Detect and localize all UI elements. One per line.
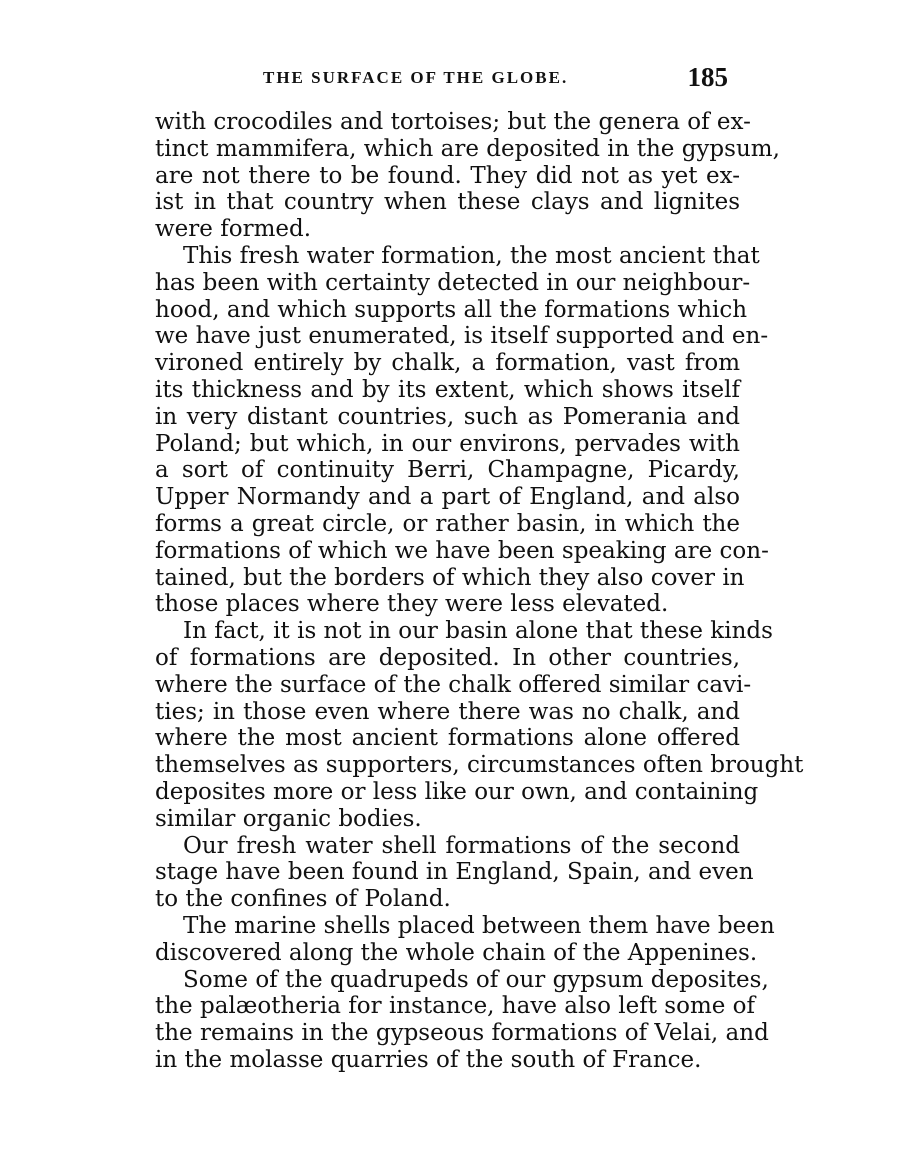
paragraph-first-line: Our fresh water shell formations of the second [183,832,740,859]
page-number: 185 [687,62,728,92]
text-line: Poland; but which, in our environs, pervades with [155,430,740,457]
text-line: Upper Normandy and a part of England, and also [155,484,740,511]
text-line: themselves as supporters, circumstances often brought [155,752,804,779]
running-title: THE SURFACE OF THE GLOBE. [263,68,569,87]
body-text [155,109,804,1074]
text-line: ties; in those even where there was no chalk, and [155,698,740,725]
page-header [155,62,740,102]
text-line: where the surface of the chalk offered similar cavi- [155,671,752,698]
text-line: were formed. [155,216,312,243]
text-line: a sort of continuity Berri, Champagne, Picardy, [155,457,740,484]
text-line: stage have been found in England, Spain, and even [155,859,754,886]
paragraph-first-line: This fresh water formation, the most ancient that [183,242,760,269]
text-line: vironed entirely by chalk, a formation, vast from [155,350,740,377]
paragraph-first-line: In fact, it is not in our basin alone that these kinds [183,618,773,645]
text-line: we have just enumerated, is itself supported and en- [155,323,769,350]
text-line: ist in that country when these clays and lignites [155,189,740,216]
text-line: those places where they were less elevated. [155,591,669,618]
text-line: tained, but the borders of which they also cover in [155,564,745,591]
text-line: similar organic bodies. [155,805,422,832]
text-line: are not there to be found. They did not as yet ex- [155,162,740,189]
paragraph-first-line: Some of the quadrupeds of our gypsum deposites, [183,966,769,993]
text-line: to the confines of Poland. [155,886,451,913]
text-line: formations of which we have been speaking are con- [155,537,769,564]
text-line: tinct mammifera, which are deposited in the gypsum, [155,135,780,162]
text-line: of formations are deposited. In other countries, [155,644,740,671]
text-line: deposites more or less like our own, and containing [155,778,759,805]
paragraph-first-line: The marine shells placed between them have been [183,912,775,939]
text-line: the palæotheria for instance, have also left some of [155,993,756,1020]
text-line: discovered along the whole chain of the Appenines. [155,939,758,966]
text-line: with crocodiles and tortoises; but the genera of ex- [155,109,751,135]
text-line: the remains in the gypseous formations of Velai, and [155,1020,769,1047]
text-line: forms a great circle, or rather basin, in which the [155,510,740,537]
text-line: in very distant countries, such as Pomerania and [155,403,740,430]
text-line: has been with certainty detected in our neighbour- [155,269,751,296]
text-line: where the most ancient formations alone offered [155,725,740,752]
text-line: hood, and which supports all the formations which [155,296,748,323]
text-line: its thickness and by its extent, which shows itself [155,376,740,403]
text-line: in the molasse quarries of the south of France. [155,1046,702,1073]
